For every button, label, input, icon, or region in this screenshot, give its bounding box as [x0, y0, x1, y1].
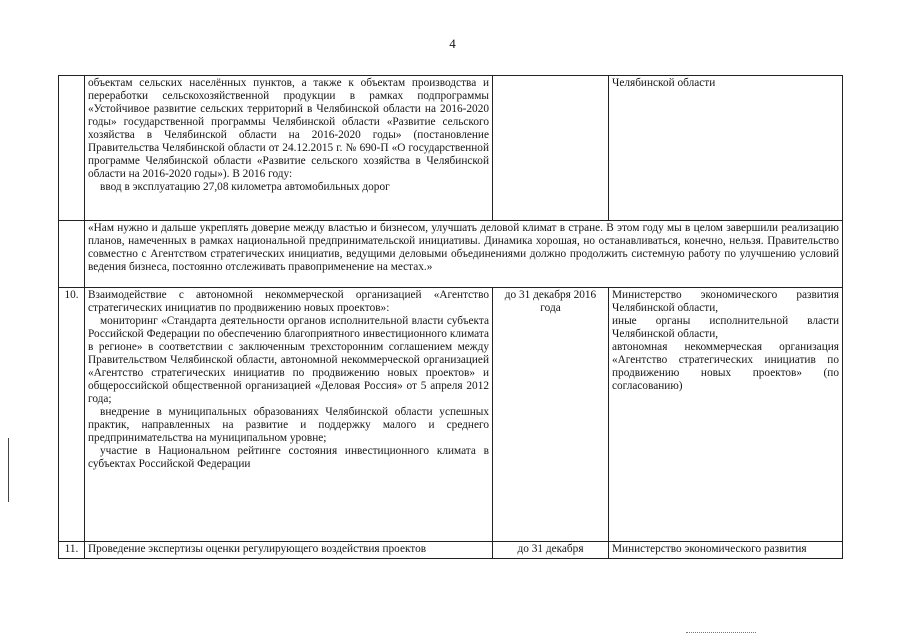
president-quote-cell: [85, 221, 843, 288]
content-paragraph: внедрение в муниципальных образованиях Челябинской области успешных практик, направленных на развитие и поддержку малого и среднего предпринимательства на муниципальном уровне;: [88, 406, 489, 444]
row-executor-cell: [609, 288, 843, 542]
page-number: 4: [449, 36, 456, 51]
table-row-11: [59, 542, 843, 559]
content-paragraph: объектам сельских населённых пунктов, а также к объектам производства и переработки сельскохозяйственной продукции в рамках подпрограммы «Устойчивое развитие сельских территорий в Челябинской области на 2016-2020 годы» государственной программы Челябинской области «Развитие сельского хозяйства в Челябинской области на 2016-2020 годы» (постановление Правительства Челябинской области от 24.12.2015 г. № 690-П «О государственной программе Челябинской области «Развитие сельского хозяйства в Челябинской области на 2016-2020 годы»). В 2016 году:: [88, 77, 489, 180]
table-row-quote: [59, 221, 843, 288]
row-executor-cell: [609, 76, 843, 221]
scan-artifact-marks: [686, 632, 756, 635]
row-deadline-cell: до 31 декабря: [493, 542, 609, 559]
row-number-cell-empty: [59, 221, 85, 288]
row-content-cell: Проведение экспертизы оценки регулирующего воздействия проектов: [85, 542, 493, 559]
content-paragraph: ввод в эксплуатацию 27,08 километра автомобильных дорог: [100, 181, 390, 193]
executor-line: Министерство экономического развития Челябинской области,: [612, 289, 839, 314]
row-number-cell: 10.: [59, 288, 85, 542]
table-row-10: [59, 288, 843, 542]
row-content-cell: [85, 288, 493, 542]
table-row-continuation: [59, 76, 843, 221]
content-paragraph: мониторинг «Стандарта деятельности органов исполнительной власти субъекта Российской Федерации по обеспечению благоприятного инвестиционного климата в регионе» в соответствии с заключенным трехсторонним соглашением между Правительством Челябинской области, автономной некоммерческой организацией «Агентство стратегических инициатив по продвижению новых проектов» и общероссийской общественной организацией «Деловая Россия» от 5 апреля 2012 года;: [88, 315, 489, 405]
row-number-cell-empty: [59, 76, 85, 221]
content-paragraph: Взаимодействие с автономной некоммерческой организацией «Агентство стратегических инициатив по продвижению новых проектов»:: [88, 289, 489, 314]
executor-line: автономная некоммерческая организация «Агентство стратегических инициатив по продвижению новых проектов» (по согласованию): [612, 341, 839, 392]
row-deadline-cell: до 31 декабря 2016 года: [493, 288, 609, 542]
scan-margin-mark: [8, 438, 9, 502]
row-executor-cell: Министерство экономического развития: [609, 542, 843, 559]
content-paragraph: участие в Национальном рейтинге состояния инвестиционного климата в субъектах Российской Федерации: [88, 445, 489, 470]
measures-table: [58, 75, 843, 559]
row-number-cell: 11.: [59, 542, 85, 559]
executor-text: Челябинской области: [612, 77, 716, 89]
row-deadline-cell-empty: [493, 76, 609, 221]
president-quote: «Нам нужно и дальше укреплять доверие между властью и бизнесом, улучшать деловой климат в стране. В этом году мы в целом завершили реализацию планов, намеченных в рамках национальной предпринимательской инициативы. Динамика хорошая, но останавливаться, конечно, нельзя. Правительство совместно с Агентством стратегических инициатив, ведущими деловыми объединениями должно продолжить системную работу по улучшению условий ведения бизнеса, постоянно отслеживать правоприменение на местах.»: [88, 222, 839, 273]
executor-line: иные органы исполнительной власти Челябинской области,: [612, 315, 839, 340]
row-content-cell: [85, 76, 493, 221]
